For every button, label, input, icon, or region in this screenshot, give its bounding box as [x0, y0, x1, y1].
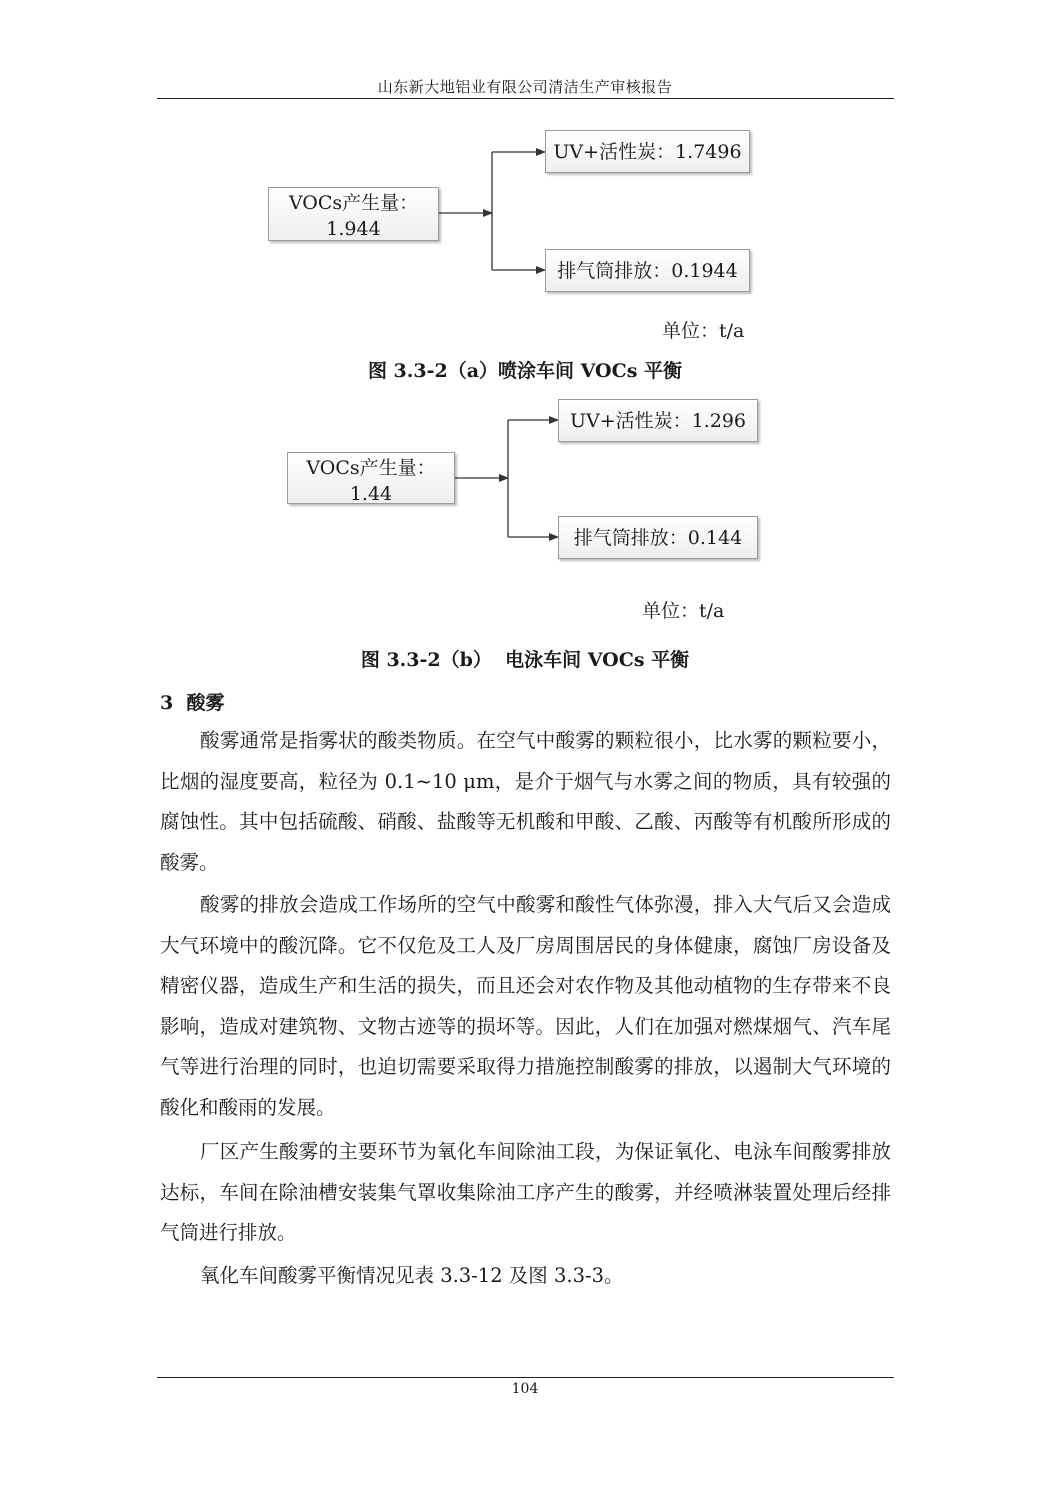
diagram-a-bottom-output-box	[545, 249, 750, 292]
flow-connectors	[0, 0, 1050, 700]
diagram-b-top-output-box	[558, 399, 758, 442]
diagram-a-source-label: VOCs产生量：	[288, 192, 419, 214]
diagram-b-caption: 图 3.3-2（b） 电泳车间 VOCs 平衡	[360, 649, 690, 671]
page-header-title: 山东新大地铝业有限公司清洁生产审核报告	[377, 78, 673, 96]
diagram-b-source-label: VOCs产生量：	[306, 457, 436, 479]
diagram-a-bottom-output-label: 排气筒排放：0.1944	[557, 259, 738, 282]
diagram-b-bottom-output-box	[558, 516, 758, 559]
diagram-b-source-box	[287, 452, 455, 504]
diagram-a-source-box	[268, 187, 439, 241]
diagram-a-top-output-box	[545, 130, 750, 173]
diagram-b-bottom-output-label: 排气筒排放：0.144	[573, 526, 743, 549]
paragraph-4: 氧化车间酸雾平衡情况见表 3.3-12 及图 3.3-3。	[200, 1264, 624, 1287]
diagram-b-source-value: 1.44	[349, 483, 393, 505]
diagram-a-caption: 图 3.3-2（a）喷涂车间 VOCs 平衡	[367, 360, 683, 382]
diagram-b-top-output-label: UV+活性炭：1.296	[569, 409, 747, 432]
paragraph-2: 酸雾的排放会造成工作场所的空气中酸雾和酸性气体弥漫，排入大气后又会造成大气环境中的酸沉降。它不仅危及工人及厂房周围居民的身体健康，腐蚀厂房设备及精密仪器，造成生产和生活的损失，而且还会对农作物及其他动植物的生存带来不良影响，造成对建筑物、文物古迹等的损坏等。因此，人们在加强对燃煤烟气、汽车尾气等进行治理的同时，也迫切需要采取得力措施控制酸雾的排放，以遏制大气环境的酸化和酸雨的发展。	[160, 893, 891, 1119]
section-heading: 3 酸雾	[160, 692, 225, 714]
diagram-a-top-output-label: UV+活性炭：1.7496	[553, 140, 742, 163]
page-number: 104	[511, 1381, 539, 1397]
paragraph-1: 酸雾通常是指雾状的酸类物质。在空气中酸雾的颗粒很小，比水雾的颗粒要小，比烟的湿度要高，粒径为 0.1~10 μm，是介于烟气与水雾之间的物质，具有较强的腐蚀性。其中包括硫酸、硝酸、盐酸等无机酸和甲酸、乙酸、丙酸等有机酸所形成的酸雾。	[160, 729, 891, 874]
diagram-b-unit-label: 单位：t/a	[642, 600, 725, 622]
diagram-b-connectors	[455, 420, 558, 537]
diagram-a-source-value: 1.944	[326, 218, 381, 240]
footer-divider	[157, 1377, 894, 1378]
diagram-a-connectors	[439, 152, 545, 270]
diagram-a-unit-label: 单位：t/a	[662, 320, 745, 342]
paragraph-3: 厂区产生酸雾的主要环节为氧化车间除油工段，为保证氧化、电泳车间酸雾排放达标，车间在除油槽安装集气罩收集除油工序产生的酸雾，并经喷淋装置处理后经排气筒进行排放。	[160, 1140, 891, 1244]
